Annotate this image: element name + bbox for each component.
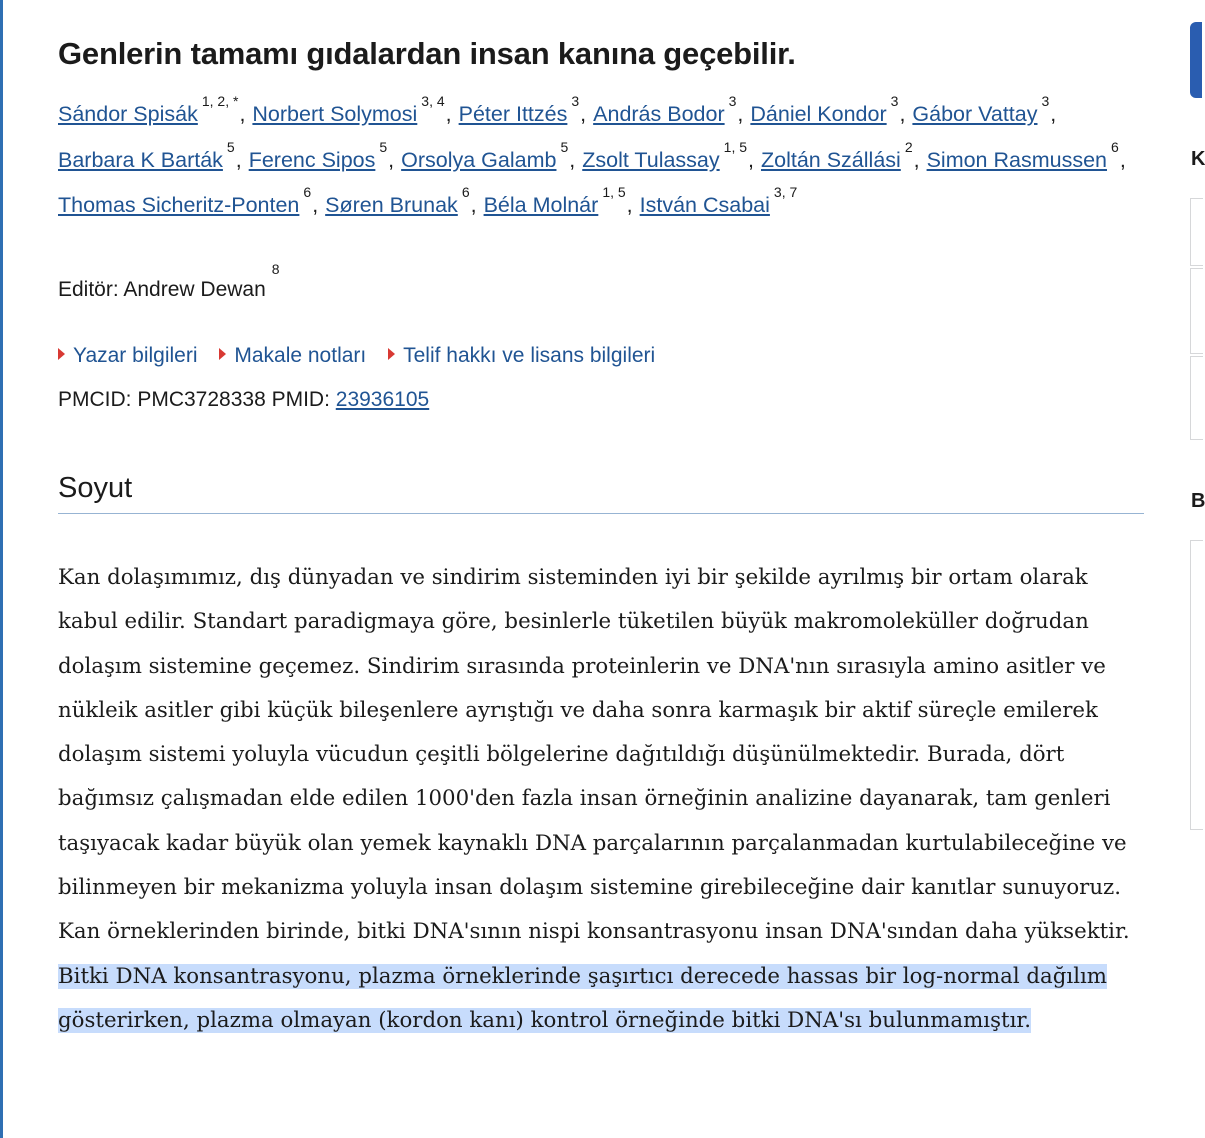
- affiliation-superscript[interactable]: 3: [1041, 93, 1050, 109]
- affiliation-superscript[interactable]: 6: [1111, 138, 1119, 155]
- separator: ,: [470, 193, 477, 217]
- author-item: [401, 138, 569, 173]
- separator: ,: [312, 193, 319, 217]
- copyright-license-toggle[interactable]: [388, 344, 655, 367]
- author-link[interactable]: Orsolya Galamb: [401, 147, 557, 172]
- sidebar-card[interactable]: [1190, 356, 1203, 440]
- author-item: [593, 93, 737, 127]
- author-item: [639, 184, 798, 218]
- affiliation-superscript[interactable]: 1, 2, *: [201, 93, 239, 109]
- separator: ,: [1050, 102, 1057, 126]
- separator: ,: [1119, 147, 1126, 172]
- affiliation-superscript[interactable]: 3: [890, 93, 899, 109]
- author-item: [483, 184, 626, 218]
- author-info-label: Yazar bilgileri: [73, 344, 198, 367]
- author-list: [58, 93, 1144, 239]
- article-notes-toggle[interactable]: [219, 344, 366, 367]
- affiliation-superscript[interactable]: 2: [904, 138, 913, 155]
- pmcid-text: PMCID: PMC3728338 PMID:: [58, 388, 336, 411]
- caret-right-icon: [58, 348, 65, 360]
- author-item: [248, 138, 388, 173]
- separator: ,: [737, 102, 744, 126]
- sidebar-panel[interactable]: [1190, 540, 1203, 830]
- affiliation-superscript[interactable]: 5: [560, 138, 569, 155]
- author-link[interactable]: Zsolt Tulassay: [582, 147, 720, 172]
- author-item: [926, 138, 1119, 173]
- author-link[interactable]: Péter Ittzés: [458, 102, 568, 126]
- author-link[interactable]: Thomas Sicheritz-Ponten: [58, 193, 300, 217]
- abstract-paragraph: [58, 556, 1148, 1043]
- author-item: [58, 138, 235, 173]
- author-link[interactable]: Norbert Solymosi: [252, 102, 418, 126]
- author-item: [760, 138, 913, 173]
- separator: ,: [580, 102, 587, 126]
- editor-line: [58, 261, 280, 302]
- affiliation-superscript[interactable]: 5: [226, 138, 235, 155]
- article-title: Genlerin tamamı gıdalardan insan kanına geçebilir.: [58, 36, 796, 71]
- pmid-link[interactable]: 23936105: [335, 388, 430, 411]
- author-link[interactable]: Barbara K Barták: [58, 147, 223, 172]
- separator: ,: [239, 102, 246, 126]
- author-link[interactable]: Gábor Vattay: [912, 102, 1038, 126]
- author-line: [58, 93, 1144, 148]
- sidebar-heading-fragment: B: [1191, 490, 1205, 512]
- author-item: [58, 93, 239, 127]
- sidebar-heading-fragment: K: [1191, 148, 1205, 170]
- affiliation-superscript[interactable]: 3, 7: [773, 184, 798, 200]
- caret-right-icon: [388, 348, 395, 360]
- right-sidebar-edge: [1188, 0, 1205, 1138]
- author-link[interactable]: Ferenc Sipos: [248, 147, 376, 172]
- article-info-expanders: [58, 344, 671, 368]
- left-accent-bar: [0, 0, 3, 1138]
- author-item: [750, 93, 899, 127]
- author-link[interactable]: Sándor Spisák: [58, 102, 198, 126]
- selected-text-highlight: Bitki DNA konsantrasyonu, plazma örneklerinde şaşırtıcı derecede hassas bir log-normal dağılım gösterirken, plazma olmayan (kordon kanı) kontrol örneğinde bitki DNA'sı bulunmamıştır.: [58, 963, 1108, 1033]
- editor-name: Editör: Andrew Dewan: [58, 278, 266, 301]
- affiliation-superscript[interactable]: 6: [461, 184, 470, 200]
- author-link[interactable]: Zoltán Szállási: [760, 147, 901, 172]
- author-link[interactable]: István Csabai: [639, 193, 770, 217]
- affiliation-superscript[interactable]: 3: [728, 93, 737, 109]
- article-notes-label: Makale notları: [234, 344, 367, 367]
- affiliation-superscript[interactable]: 1, 5: [723, 138, 748, 155]
- affiliation-superscript[interactable]: 6: [303, 184, 312, 200]
- abstract-heading: Soyut: [58, 472, 1144, 514]
- separator: ,: [235, 147, 242, 172]
- copyright-license-label: Telif hakkı ve lisans bilgileri: [403, 344, 656, 367]
- sidebar-card[interactable]: [1190, 268, 1203, 354]
- affiliation-superscript[interactable]: 1, 5: [602, 184, 626, 200]
- abstract-text: Kan dolaşımımız, dış dünyadan ve sindirim sisteminden iyi bir şekilde ayrılmış bir ortam olarak kabul edilir. Standart paradigmaya göre, besinlerle tüketilen büyük makromoleküller doğrudan dolaşım sistemine geçemez. Sindirim sırasında proteinlerin ve DNA'nın sırasıyla amino asitler ve nükleik asitler gibi küçük bileşenlere ayrıştığı ve daha sonra karmaşık bir aktif süreçle emilerek dolaşım sistemi yoluyla vücudun çeşitli bölgelerine dağıtıldığı düşünülmektedir. Burada, dört bağımsız çalışmadan elde edilen 1000'den fazla insan örneğinin analizine dayanarak, tam genleri taşıyacak kadar büyük olan yemek kaynaklı DNA parçalarının parçalanmadan kurtulabileceğine ve bilinmeyen bir mekanizma yoluyla insan dolaşım sistemine girebileceğine dair kanıtlar sunuyoruz. Kan örneklerinden birinde, bitki DNA'sının nispi konsantrasyonu insan DNA'sından daha yüksektir.: [58, 565, 1130, 945]
- article-identifiers: [58, 388, 429, 412]
- author-info-toggle[interactable]: [58, 344, 198, 367]
- separator: ,: [913, 147, 920, 172]
- affiliation-superscript[interactable]: 3, 4: [421, 93, 445, 109]
- author-link[interactable]: Béla Molnár: [483, 193, 599, 217]
- author-line: [58, 184, 1144, 239]
- author-link[interactable]: Simon Rasmussen: [926, 147, 1108, 172]
- separator: ,: [899, 102, 906, 126]
- author-item: [582, 138, 748, 173]
- affiliation-superscript[interactable]: 8: [271, 261, 280, 277]
- author-item: [252, 93, 445, 127]
- sidebar-tab-button[interactable]: [1190, 22, 1202, 98]
- separator: ,: [748, 147, 754, 172]
- sidebar-card[interactable]: [1190, 198, 1203, 266]
- author-item: [912, 93, 1050, 127]
- caret-right-icon: [219, 348, 226, 360]
- separator: ,: [569, 147, 576, 172]
- author-link[interactable]: Søren Brunak: [325, 193, 458, 217]
- author-link[interactable]: Dániel Kondor: [750, 102, 887, 126]
- affiliation-superscript[interactable]: 3: [571, 93, 580, 109]
- affiliation-superscript[interactable]: 5: [379, 138, 388, 155]
- author-link[interactable]: András Bodor: [593, 102, 725, 126]
- author-line: [58, 138, 1144, 194]
- separator: ,: [388, 147, 395, 172]
- author-item: [58, 184, 312, 218]
- author-item: [325, 184, 470, 218]
- separator: ,: [445, 102, 452, 126]
- separator: ,: [626, 193, 633, 217]
- author-item: [458, 93, 580, 127]
